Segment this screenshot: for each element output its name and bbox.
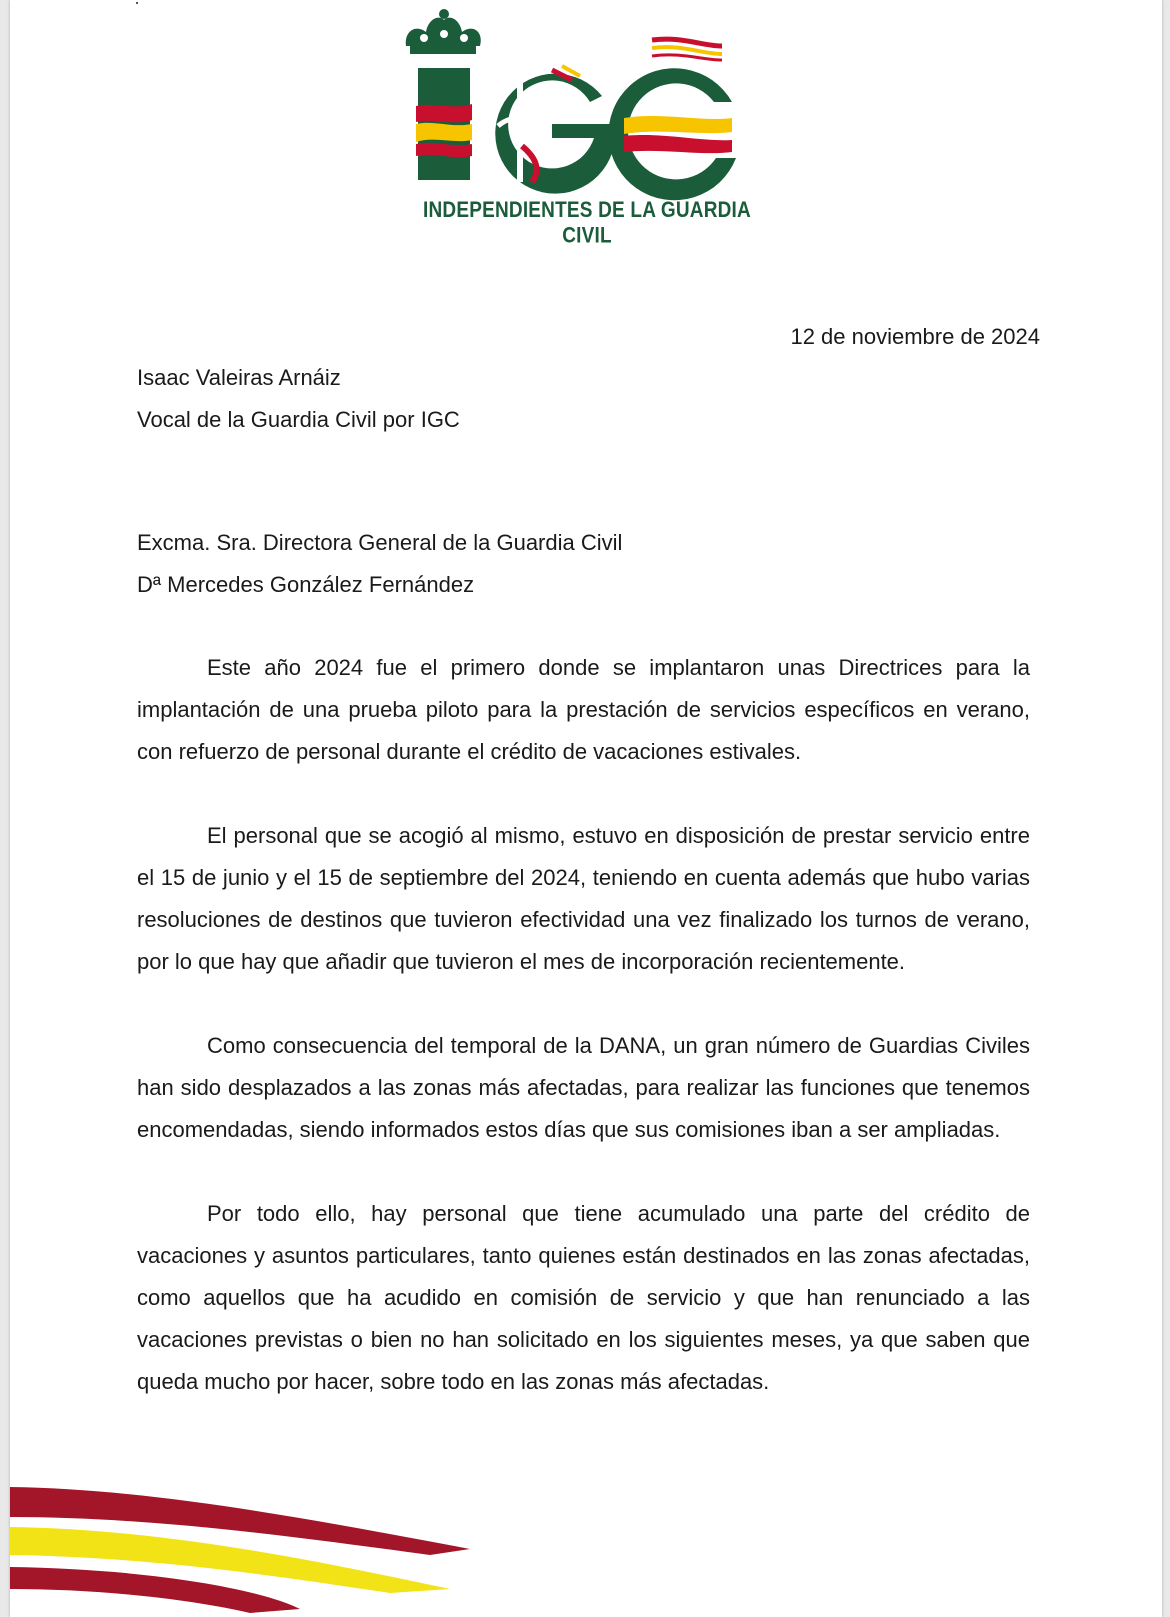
sender-block	[137, 357, 460, 441]
crown-icon	[406, 9, 481, 54]
recipient-title: Excma. Sra. Directora General de la Guardia Civil	[137, 530, 623, 555]
scan-speck	[136, 2, 138, 4]
body-paragraph: El personal que se acogió al mismo, estuvo en disposición de prestar servicio entre el 15 de junio y el 15 de septiembre del 2024, teniendo en cuenta además que hubo varias resoluciones de destinos que tuvieron efectividad una vez finalizado los turnos de verano, por lo que hay que añadir que tuvieron el mes de incorporación recientemente.	[137, 823, 1030, 974]
organization-name: INDEPENDIENTES DE LA GUARDIA CIVIL	[423, 198, 751, 249]
letter-i	[416, 68, 472, 180]
letter-body	[137, 647, 1030, 1445]
letter-page	[10, 0, 1162, 1617]
flag-stripes-decoration	[10, 1477, 490, 1617]
sender-position: Vocal de la Guardia Civil por IGC	[137, 407, 460, 432]
body-paragraph: Por todo ello, hay personal que tiene acumulado una parte del crédito de vacaciones y asuntos particulares, tanto quienes están destinados en las zonas afectadas, como aquellos que ha acudido en comisión de servicio y que han renunciado a las vacaciones previstas o bien no han solicitado en los siguientes meses, ya que saben que queda mucho por hacer, sobre todo en las zonas más afectadas.	[137, 1201, 1030, 1394]
igc-logo	[402, 6, 772, 249]
letter-c	[608, 39, 736, 200]
recipient-block	[137, 522, 622, 606]
igc-logo-graphic	[402, 6, 772, 206]
body-paragraph: Este año 2024 fue el primero donde se implantaron unas Directrices para la implantación de una prueba piloto para la prestación de servicios específicos en verano, con refuerzo de personal durante el crédito de vacaciones estivales.	[137, 655, 1030, 764]
letter-g	[495, 66, 614, 194]
letter-date: 12 de noviembre de 2024	[790, 324, 1040, 349]
recipient-name: Dª Mercedes González Fernández	[137, 572, 475, 597]
sender-name: Isaac Valeiras Arnáiz	[137, 365, 341, 390]
body-paragraph: Como consecuencia del temporal de la DANA, un gran número de Guardias Civiles han sido desplazados a las zonas más afectadas, para realizar las funciones que tenemos encomendadas, siendo informados estos días que sus comisiones iban a ser ampliadas.	[137, 1033, 1030, 1142]
